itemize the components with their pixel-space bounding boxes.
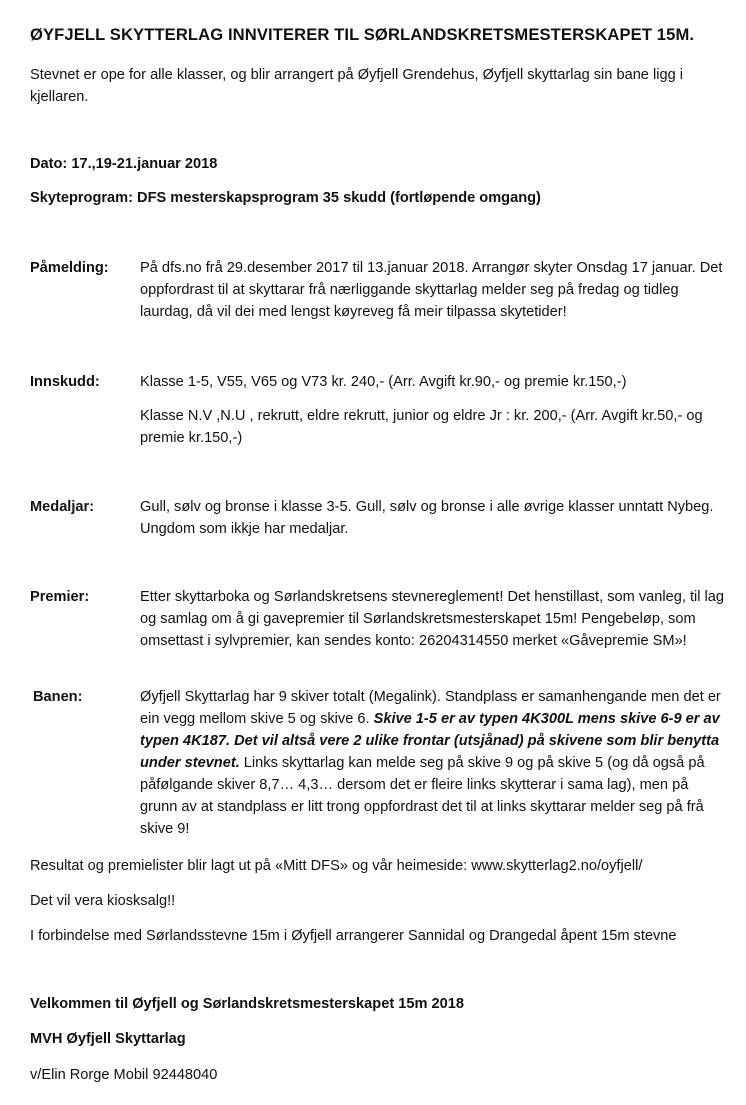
kiosk-line: Det vil vera kiosksalg!!	[30, 893, 176, 909]
entry-fee-line-1: Klasse 1-5, V55, V65 og V73 kr. 240,- (Arr. Avgift kr.90,- og premie kr.150,-)	[140, 374, 627, 390]
medals-label: Medaljar:	[30, 499, 95, 515]
entry-fee-label: Innskudd:	[30, 374, 100, 390]
prizes-label: Premier:	[30, 589, 90, 605]
intro-paragraph: Stevnet er ope for alle klasser, og blir arrangert på Øyfjell Grendehus, Øyfjell skyttarlag sin bane ligg i kjellaren.	[30, 67, 683, 105]
range-text-part-2: Links skyttarlag kan melde seg på skive 9 og på skive 5 (og då også på påfølgande skiver 8,7… 4,3… dersom det er fleire links skytterar i sama lag), men på grunn av at standplass er litt trong oppfordrast det til at links skyttarar melder seg på frå skive 9!	[140, 755, 705, 837]
shooting-program-line: Skyteprogram: DFS mesterskapsprogram 35 skudd (fortløpende omgang)	[30, 190, 541, 206]
registration-text: På dfs.no frå 29.desember 2017 til 13.januar 2018. Arrangør skyter Onsdag 17 januar. Det oppfordrast til at skyttarar frå nærliggande skyttarlag melder seg på fredag og tidleg laurdag, då vil dei med lengst køyreveg få meir tilpassa skytetider!	[140, 260, 723, 320]
related-event-line: I forbindelse med Sørlandsstevne 15m i Øyfjell arrangerer Sannidal og Drangedal åpent 15m stevne	[30, 928, 677, 944]
range-label: Banen:	[33, 689, 83, 705]
date-line: Dato: 17.,19-21.januar 2018	[30, 156, 218, 172]
registration-label: Påmelding:	[30, 260, 109, 276]
document-page	[30, 0, 726, 1105]
greeting-line: MVH Øyfjell Skyttarlag	[30, 1031, 186, 1047]
medals-text: Gull, sølv og bronse i klasse 3-5. Gull, sølv og bronse i alle øvrige klasser unntatt Nybeg. Ungdom som ikkje har medaljar.	[140, 499, 714, 537]
range-text	[140, 686, 726, 840]
document-title: ØYFJELL SKYTTERLAG INNVITERER TIL SØRLANDSKRETSMESTERSKAPET 15M.	[30, 25, 695, 44]
range-text-part-1: Øyfjell Skyttarlag har 9 skiver totalt (Megalink). Standplass er samanhengande men det er ein vegg mellom skive 5 og skive 6.	[140, 689, 721, 727]
entry-fee-body	[140, 371, 726, 449]
prizes-text: Etter skyttarboka og Sørlandskretsens stevnereglement! Det henstillast, som vanleg, til lag og samlag om å gi gavepremier til Sørlandskretsmesterskapet 15m! Pengebeløp, som omsettast i sylvpremier, kan sendes konto: 26204314550 merket «Gåvepremie SM»!	[140, 589, 725, 649]
range-text-emphasis: Skive 1-5 er av typen 4K300L mens skive 6-9 er av typen 4K187. Det vil altså vere 2 ulike frontar (utsjånad) på skivene som blir benytta under stevnet.	[140, 711, 720, 771]
results-line: Resultat og premielister blir lagt ut på «Mitt DFS» og vår heimeside: www.skytterlag2.no/oyfjell/	[30, 858, 643, 874]
entry-fee-line-2: Klasse N.V ,N.U , rekrutt, eldre rekrutt, junior og eldre Jr : kr. 200,- (Arr. Avgift kr.50,- og premie kr.150,-)	[140, 408, 703, 446]
contact-line: v/Elin Rorge Mobil 92448040	[30, 1067, 218, 1083]
welcome-line: Velkommen til Øyfjell og Sørlandskretsmesterskapet 15m 2018	[30, 996, 464, 1012]
